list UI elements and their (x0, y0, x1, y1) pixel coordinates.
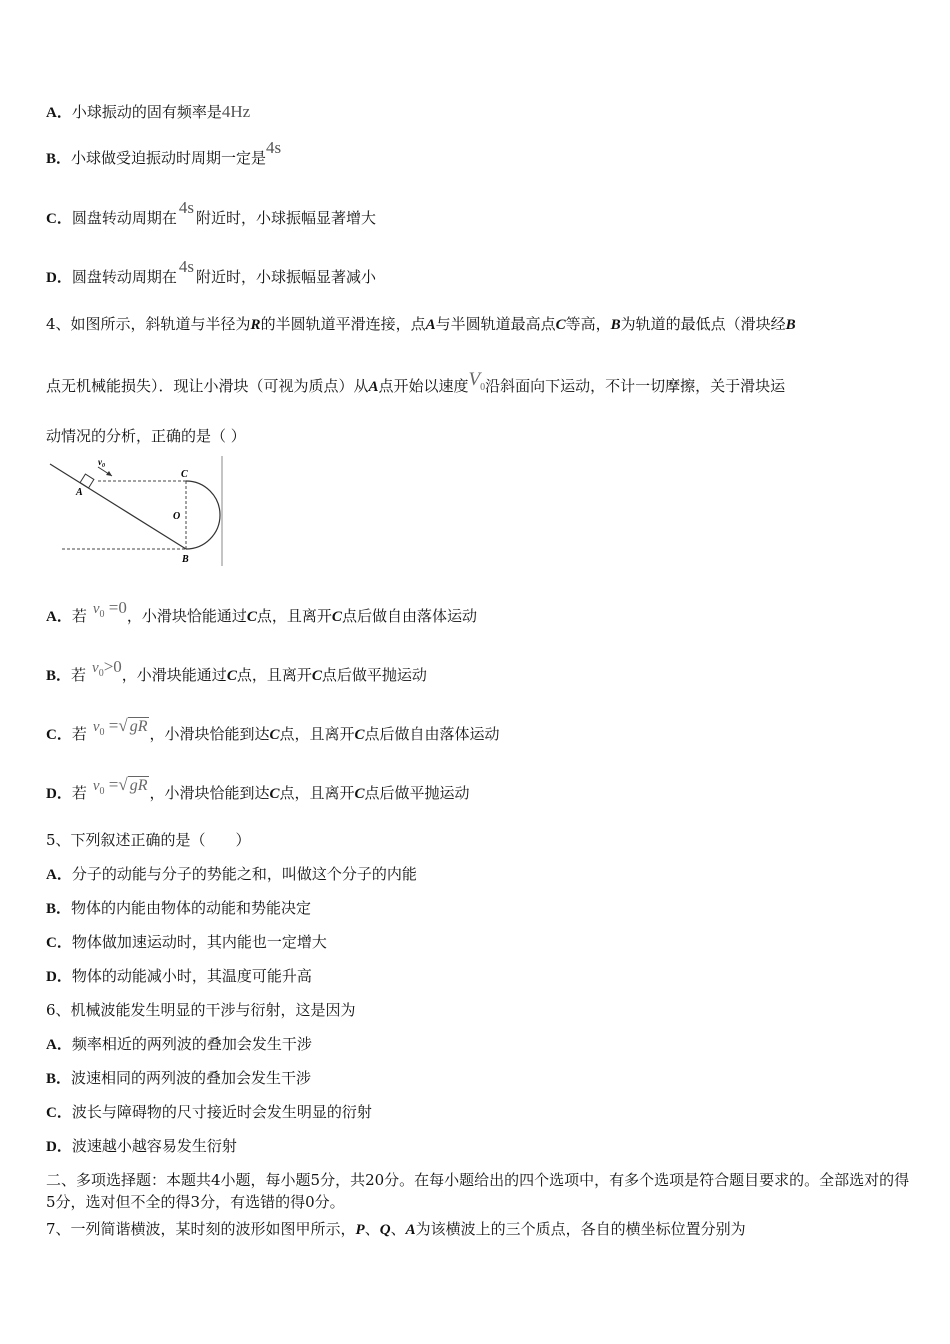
q4-stem-line2: 点无机械能损失）．现让小滑块（可视为质点）从A点开始以速度$V_0$沿斜面向下运动，不计一切摩擦，关于滑块运 (46, 369, 786, 395)
slider-block (80, 474, 94, 488)
q6-option-d: D．波速越小越容易发生衍射 (46, 1137, 237, 1155)
q6-option-b: B．波速相同的两列波的叠加会发生干涉 (46, 1069, 312, 1087)
q5-stem: 5、下列叙述正确的是（ ） (46, 831, 251, 849)
q6-option-c: C．波长与障碍物的尺寸接近时会发生明显的衍射 (46, 1103, 372, 1121)
q4-option-b: B．若 $v_0>0$，小滑块能通过C点，且离开C点后做平抛运动 (46, 657, 427, 684)
v0-symbol: $V_0$ (468, 369, 486, 393)
q5-option-a: A．分子的动能与分子的势能之和，叫做这个分子的内能 (46, 865, 417, 883)
q4-option-a: A．若 $v_0 =0$，小滑块恰能通过C点，且离开C点后做自由落体运动 (46, 598, 477, 625)
q3-option-c: C．圆盘转动周期在4s附近时，小球振幅显著增大 (46, 198, 376, 227)
q3-option-a: A．小球振动的固有频率是4Hz (46, 102, 251, 121)
q3-option-d: D．圆盘转动周期在4s附近时，小球振幅显著减小 (46, 257, 376, 286)
section-2-heading: 二、多项选择题：本题共4小题，每小题5分，共20分。在每小题给出的四个选项中，有多个选项是符合题目要求的。全部选对的得5分，选对但不全的得3分，有选错的得0分。 (46, 1171, 910, 1211)
q4-stem-line1: 4、如图所示，斜轨道与半径为R的半圆轨道平滑连接，点A与半圆轨道最高点C等高，B为轨道的最低点（滑块经B (46, 315, 796, 333)
q6-option-a: A．频率相近的两列波的叠加会发生干涉 (46, 1035, 312, 1053)
q4-option-d: D．若 $v_0$ =√ gR ，小滑块恰能到达C点，且离开C点后做平抛运动 (46, 775, 470, 802)
q4-option-c: C．若 $v_0$ =√ gR ，小滑块恰能到达C点，且离开C点后做自由落体运动 (46, 716, 500, 743)
q5-option-c: C．物体做加速运动时，其内能也一定增大 (46, 933, 327, 951)
q5-option-b: B．物体的内能由物体的动能和势能决定 (46, 899, 312, 917)
q3-option-b: B．小球做受迫振动时周期一定是4s (46, 138, 282, 167)
q5-option-d: D．物体的动能减小时，其温度可能升高 (46, 967, 312, 985)
fig-label-o: O (173, 511, 181, 522)
q4-track-figure (46, 452, 231, 570)
fig-label-c: C (181, 469, 188, 480)
fig-label-a: A (76, 487, 83, 498)
semicircle-track (186, 481, 220, 549)
incline-track (50, 464, 186, 549)
q4-stem-line3: 动情况的分析，正确的是（ ） (46, 427, 246, 445)
fig-label-v0: $v_0$ (98, 457, 105, 469)
q6-stem: 6、机械波能发生明显的干涉与衍射，这是因为 (46, 1001, 356, 1019)
fig-label-b: B (182, 554, 189, 565)
q7-stem: 7、一列简谐横波，某时刻的波形如图甲所示，P、Q、A为该横波上的三个质点，各自的横坐标位置分别为 (46, 1220, 746, 1238)
